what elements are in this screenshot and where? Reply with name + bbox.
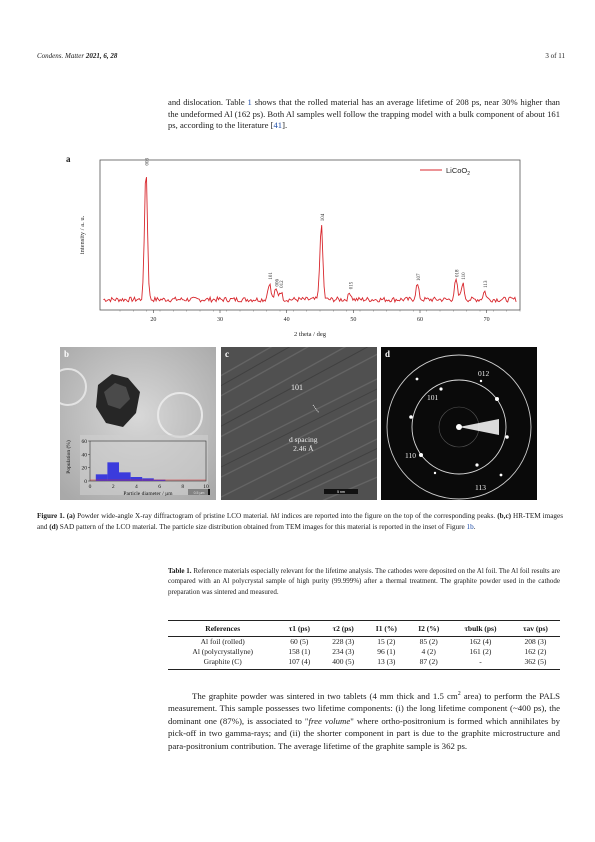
hist-ytick-label: 60 xyxy=(81,439,87,445)
col-taubulk: τbulk (ps) xyxy=(450,621,511,637)
hist-xtick-label: 2 xyxy=(111,484,115,490)
peak-label-003: 003 xyxy=(145,157,151,166)
xrd-frame xyxy=(100,160,520,310)
hist-xlabel: Particle diameter / µm xyxy=(123,491,173,497)
size-histogram xyxy=(62,435,212,497)
peak-label-012: 012 xyxy=(280,280,286,288)
col-i2: I2 (%) xyxy=(408,621,450,637)
hist-ytick-label: 0 xyxy=(84,479,87,485)
table-row: Al foil (rolled) 60 (5) 228 (3) 15 (2) 85 (2) 162 (4) 208 (3) xyxy=(200,637,547,646)
figure-1b-link[interactable]: 1b xyxy=(466,522,474,531)
hist-ylabel: Population (%) xyxy=(66,440,72,474)
lattice-plane-label: 101 xyxy=(291,383,303,392)
ref-41-link[interactable]: 41 xyxy=(273,120,283,131)
figure-panel-a xyxy=(60,148,560,340)
peak-label-015: 015 xyxy=(349,281,355,290)
table-1-link[interactable]: 1 xyxy=(247,97,252,107)
table-row: Graphite (C) 107 (4) 400 (5) 13 (3) 87 (2) - 362 (5) xyxy=(168,657,560,670)
histogram-bg xyxy=(80,435,208,495)
histogram-bar xyxy=(142,478,154,481)
table-caption: Table 1. Reference materials especially relevant for the lifetime analysis. The cathodes were deposited on the Al foil. The Al foil results are compared with an Al polycrystal sample of high purity (99.999%) after a thermal treatment. The graphite powder used in the cathode preparation was sintered and measured. xyxy=(168,567,560,596)
xrd-tick-label: 20 xyxy=(150,317,157,323)
col-tauav: τav (ps) xyxy=(511,621,560,637)
figure-panel-b xyxy=(60,347,216,500)
xrd-tick-label: 40 xyxy=(283,317,290,323)
page-number: 3 of 11 xyxy=(545,52,565,60)
peak-label-018: 018 xyxy=(455,269,461,277)
figure-panel-d xyxy=(381,347,537,500)
lifetime-table xyxy=(168,620,560,670)
peak-label-104: 104 xyxy=(320,213,326,222)
scale-bar-c: 5 nm xyxy=(337,490,345,494)
hist-ytick-label: 20 xyxy=(81,465,87,472)
hist-xtick-label: 10 xyxy=(203,484,209,490)
hist-xtick-label: 8 xyxy=(181,484,185,490)
peak-label-006: 006 xyxy=(275,278,281,287)
xrd-tick-label: 50 xyxy=(350,317,357,323)
table-row: Al (polycrystallyne) 158 (1) 234 (3) 96 (1) 4 (2) 161 (2) 162 (2) xyxy=(192,647,547,656)
running-header xyxy=(37,52,117,60)
panel-d-label: d xyxy=(385,349,391,359)
sad-label-012: 012 xyxy=(478,369,490,378)
peak-label-110: 110 xyxy=(462,272,468,280)
xrd-series-line xyxy=(103,177,516,302)
col-i1: I1 (%) xyxy=(365,621,407,637)
hrtem-image-c xyxy=(221,347,377,500)
panel-a-label: a xyxy=(66,154,71,164)
hist-xtick-label: 0 xyxy=(88,484,92,490)
xrd-tick-label: 60 xyxy=(417,317,423,323)
table-header-row xyxy=(168,621,560,637)
col-tau1: τ1 (ps) xyxy=(277,621,321,637)
journal-year-volume: 2021, 6, 28 xyxy=(85,52,118,60)
d-spacing-label: d spacing 2.46 Å xyxy=(289,435,318,453)
figure-caption: Figure 1. (a) Powder wide-angle X-ray diffractogram of pristine LCO material. hkl indices are reported into the figure on the top of the corresponding peaks. (b,c) HR-TEM images and (d) SAD pattern of the LCO material. The particle size distribution obtained from TEM images for this material is reported in the inset of Figure 1b. xyxy=(37,512,563,531)
panel-c-label: c xyxy=(225,349,229,359)
xrd-tick-label: 70 xyxy=(483,317,490,323)
peak-label-113: 113 xyxy=(484,280,490,288)
sad-label-113: 113 xyxy=(475,483,486,492)
histogram-bar xyxy=(107,462,119,481)
panel-b-label: b xyxy=(64,349,70,359)
hist-ytick-label: 40 xyxy=(81,452,87,459)
sad-label-110: 110 xyxy=(405,451,416,460)
xrd-ylabel: intensity / a. u. xyxy=(79,215,86,255)
xrd-chart xyxy=(60,148,560,340)
intro-paragraph: and dislocation. Table 1 shows that the rolled material has an average lifetime of 208 ps, near 30% higher than the undeformed Al (162 ps). Both Al samples well follow the trapping model with a bulk component of about 161 ps, according to the literature [41]. xyxy=(168,97,560,131)
sad-pattern xyxy=(381,347,537,500)
journal-name: Condens. Matter xyxy=(37,52,85,60)
xrd-xlabel: 2 theta / deg xyxy=(294,331,326,338)
sad-label-101: 101 xyxy=(427,393,439,402)
col-references: References xyxy=(168,621,277,637)
legend-entry: LiCoO$_2$ xyxy=(446,166,471,177)
histogram-bar xyxy=(131,477,143,481)
col-tau2: τ2 (ps) xyxy=(321,621,365,637)
peak-label-101: 101 xyxy=(268,272,274,280)
hist-xtick-label: 4 xyxy=(135,484,138,490)
hist-xtick-label: 6 xyxy=(158,484,161,490)
peak-label-107: 107 xyxy=(416,273,422,282)
body-paragraph: The graphite powder was sintered in two tablets (4 mm thick and 1.5 $cm^2$ area) to perform the PALS measurement. This sample possesses two lifetime components: (i) the long lifetime component (~400 ps), the dominant one (87%), is associated to "free volume" where ortho-positronium is formed which annihilates by pick-off in two gamma-rays; and (ii) the shorter component in part is due to the graphite microstructure and para-positronium contribution. The average lifetime of the graphite sample is 362 ps. xyxy=(168,690,561,751)
xrd-tick-label: 30 xyxy=(217,317,223,323)
figure-panel-c xyxy=(221,347,377,500)
